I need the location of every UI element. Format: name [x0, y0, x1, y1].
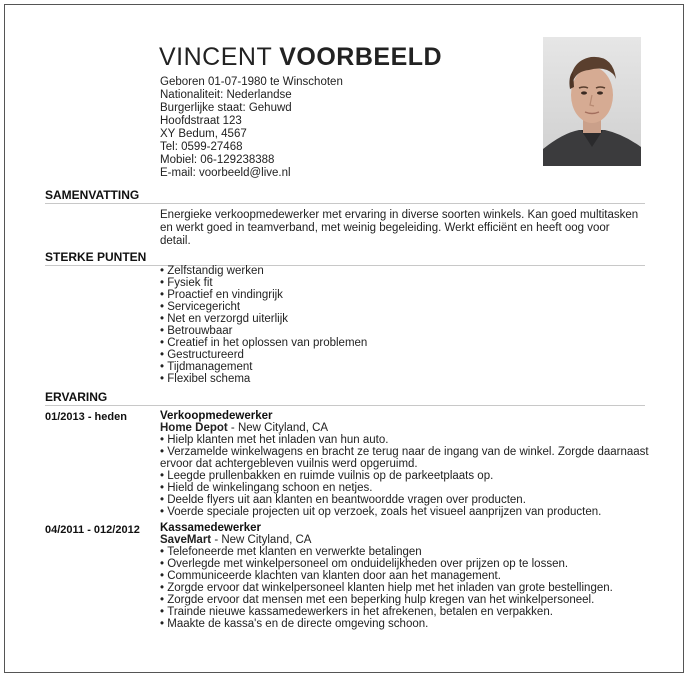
- list-item: • Zorgde ervoor dat winkelpersoneel klanten hielp met het inladen van grote bestellingen.: [160, 582, 650, 594]
- list-item: • Hield de winkelingang schoon en netjes.: [160, 482, 650, 494]
- job-entry: [160, 410, 650, 518]
- first-name: VINCENT: [159, 43, 272, 71]
- list-item: • Deelde flyers uit aan klanten en beantwoordde vragen over producten.: [160, 494, 650, 506]
- list-item: • Proactief en vindingrijk: [160, 289, 367, 301]
- list-item: • Voerde speciale projecten uit op verzoek, zoals het visueel aanprijzen van producten.: [160, 506, 650, 518]
- list-item: • Hielp klanten met het inladen van hun auto.: [160, 434, 650, 446]
- job-dates: 01/2013 - heden: [45, 411, 127, 423]
- summary-text: Energieke verkoopmedewerker met ervaring in diverse soorten winkels. Kan goed multitasken en werkt goed in teamverband, met weinig begeleiding. Werkt efficiënt en heeft oog voor detail.: [160, 209, 639, 247]
- contact-street: Hoofdstraat 123: [160, 115, 242, 127]
- section-divider: [45, 203, 645, 204]
- list-item: • Trainde nieuwe kassamedewerkers in het afrekenen, betalen en verpakken.: [160, 606, 650, 618]
- list-item: • Flexibel schema: [160, 373, 367, 385]
- list-item: • Maakte de kassa's en de directe omgeving schoon.: [160, 618, 650, 630]
- job-duties: [160, 546, 650, 630]
- section-title-sterke-punten: STERKE PUNTEN: [45, 250, 147, 264]
- list-item: • Betrouwbaar: [160, 325, 367, 337]
- contact-birth: Geboren 01-07-1980 te Winschoten: [160, 76, 343, 88]
- contact-city: XY Bedum, 4567: [160, 128, 247, 140]
- job-title: Verkoopmedewerker: [160, 410, 273, 422]
- contact-mobile: Mobiel: 06-129238388: [160, 154, 275, 166]
- contact-email: E-mail: voorbeeld@live.nl: [160, 167, 291, 179]
- list-item: • Servicegericht: [160, 301, 367, 313]
- company-name: SaveMart: [160, 534, 212, 546]
- candidate-name: [159, 43, 442, 72]
- job-entry: [160, 522, 650, 630]
- section-divider: [45, 405, 645, 406]
- list-item: • Tijdmanagement: [160, 361, 367, 373]
- list-item: • Zorgde ervoor dat mensen met een beperking hulp kregen van het winkelpersoneel.: [160, 594, 650, 606]
- list-item: • Zelfstandig werken: [160, 265, 367, 277]
- contact-marital-status: Burgerlijke staat: Gehuwd: [160, 102, 292, 114]
- contact-details: [160, 76, 343, 180]
- company-location: - New Cityland, CA: [227, 422, 329, 434]
- company-name: Home Depot: [160, 422, 228, 434]
- job-duties: [160, 434, 650, 518]
- job-company: [160, 422, 650, 434]
- list-item: • Gestructureerd: [160, 349, 367, 361]
- portrait-image: [543, 37, 641, 166]
- list-item: • Creatief in het oplossen van problemen: [160, 337, 367, 349]
- contact-nationality: Nationaliteit: Nederlandse: [160, 89, 292, 101]
- resume-page: [4, 4, 684, 673]
- job-company: [160, 534, 650, 546]
- list-item: • Communiceerde klachten van klanten door aan het management.: [160, 570, 650, 582]
- profile-photo: [543, 37, 641, 166]
- list-item: • Fysiek fit: [160, 277, 367, 289]
- job-dates: 04/2011 - 012/2012: [45, 524, 140, 536]
- list-item: • Leegde prullenbakken en ruimde vuilnis op de parkeetplaats op.: [160, 470, 650, 482]
- list-item: • Verzamelde winkelwagens en bracht ze terug naar de ingang van de winkel. Zorgde daarnaast ervoor dat achtergebleven vuilnis werd opgeruimd.: [160, 446, 650, 470]
- company-location: - New Cityland, CA: [211, 534, 312, 546]
- strengths-list: [160, 265, 367, 385]
- list-item: • Overlegde met winkelpersoneel om onduidelijkheden over prijzen op te lossen.: [160, 558, 650, 570]
- section-title-ervaring: ERVARING: [45, 390, 108, 404]
- contact-phone: Tel: 0599-27468: [160, 141, 243, 153]
- section-title-samenvatting: SAMENVATTING: [45, 188, 140, 202]
- list-item: • Net en verzorgd uiterlijk: [160, 313, 367, 325]
- list-item: • Telefoneerde met klanten en verwerkte betalingen: [160, 546, 650, 558]
- last-name: VOORBEELD: [279, 43, 443, 71]
- job-title: Kassamedewerker: [160, 522, 262, 534]
